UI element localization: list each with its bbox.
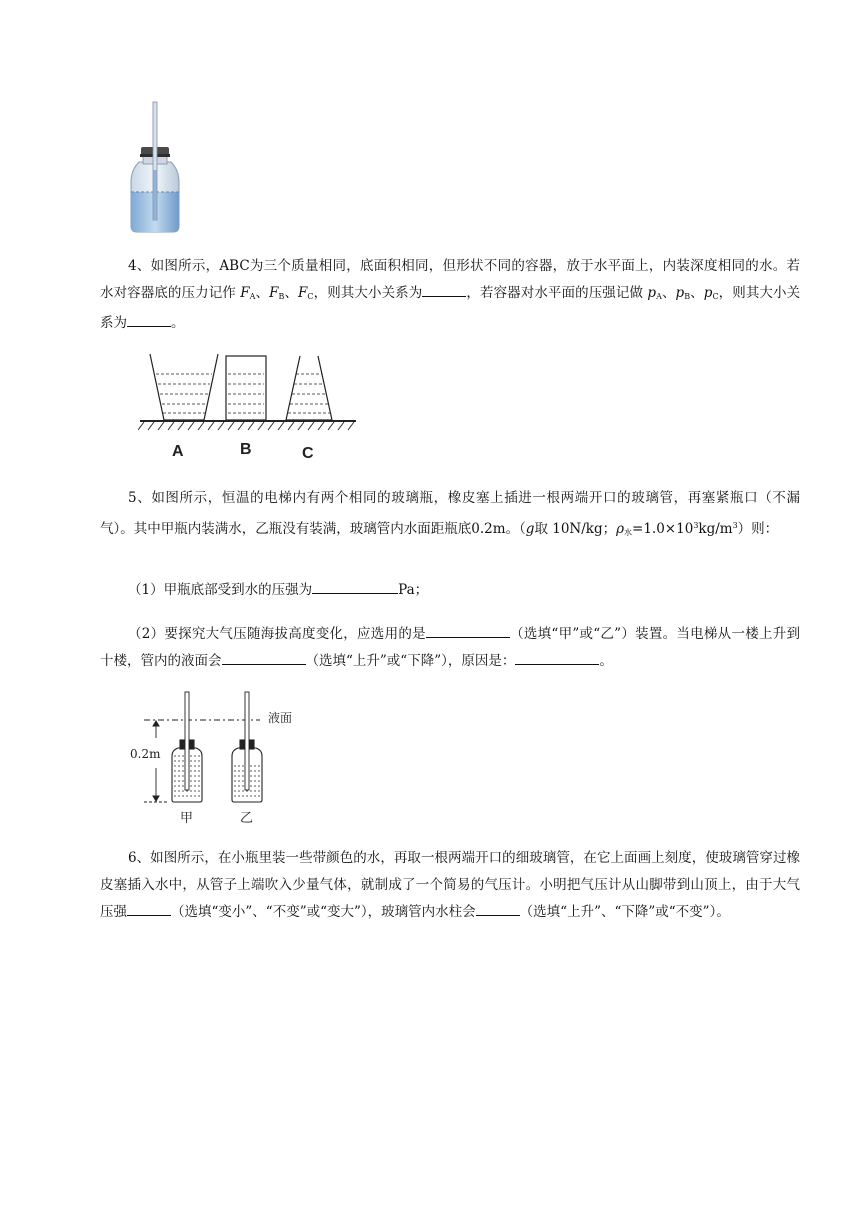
surface-label: 液面 <box>268 711 293 725</box>
answer-blank-5-1[interactable] <box>312 579 398 594</box>
answer-blank-6a[interactable] <box>127 901 171 916</box>
answer-blank-4a[interactable] <box>422 282 466 297</box>
two-bottles-figure <box>130 690 320 832</box>
answer-blank-5-2c[interactable] <box>515 650 599 665</box>
answer-blank-5-2a[interactable] <box>426 623 510 638</box>
question-6-text: 6、如图所示，在小瓶里装一些带颜色的水，再取一根两端开口的细玻璃管，在它上面画上刻度，使玻璃管穿过橡皮塞插入水中，从管子上端吹入少量气体，就制成了一个简易的气压计。小明把气压计从山脚带到山顶上，由于大气压强 （选填“变小”、“不变”或“变大”），玻璃管内水柱会 （选填“上升”、“下降”或“不变”）。 <box>100 850 800 920</box>
question-5-text: 5、如图所示，恒温的电梯内有两个相同的玻璃瓶，橡皮塞上插进一根两端开口的玻璃管，再塞紧瓶口（不漏气）。其中甲瓶内装满水，乙瓶没有装满，玻璃管内水面距瓶底0.2m。（g取 10N/kg；$\rho_水=1.0\times 10^3kg/m^3$）则： <box>100 490 800 537</box>
barometer-bottle-figure <box>125 100 185 235</box>
answer-blank-4b[interactable] <box>127 312 171 327</box>
bottle-label-yi: 乙 <box>240 811 254 826</box>
question-5-part-2: （2）要探究大气压随海拔高度变化，应选用的是 （选填“甲”或“乙”）装置。当电梯从一楼上升到十楼，管内的液面会 （选填“上升”或“下降”），原因是： 。 <box>100 621 800 675</box>
answer-blank-5-2b[interactable] <box>222 650 306 665</box>
bottle-label-jia: 甲 <box>180 811 194 826</box>
containers-abc-figure <box>138 352 358 464</box>
question-5-part-1: （1）甲瓶底部受到水的压强为 Pa； <box>100 577 800 604</box>
container-label-a: A <box>172 443 184 460</box>
container-label-c: C <box>302 445 314 462</box>
container-label-b: B <box>240 441 252 458</box>
height-label: 0.2m <box>130 747 161 761</box>
question-4-text: 4、如图所示，ABC为三个质量相同，底面积相同，但形状不同的容器，放于水平面上，内装深度相同的水。若水对容器底的压力记作 $F_A$、$F_B$、$F_C$，则其大小关系为 ，若容器对水平面的压强记做 $p_A$、$p_B$、$p_C$，则其大小关系为 。 <box>100 258 801 331</box>
answer-blank-6b[interactable] <box>476 901 520 916</box>
